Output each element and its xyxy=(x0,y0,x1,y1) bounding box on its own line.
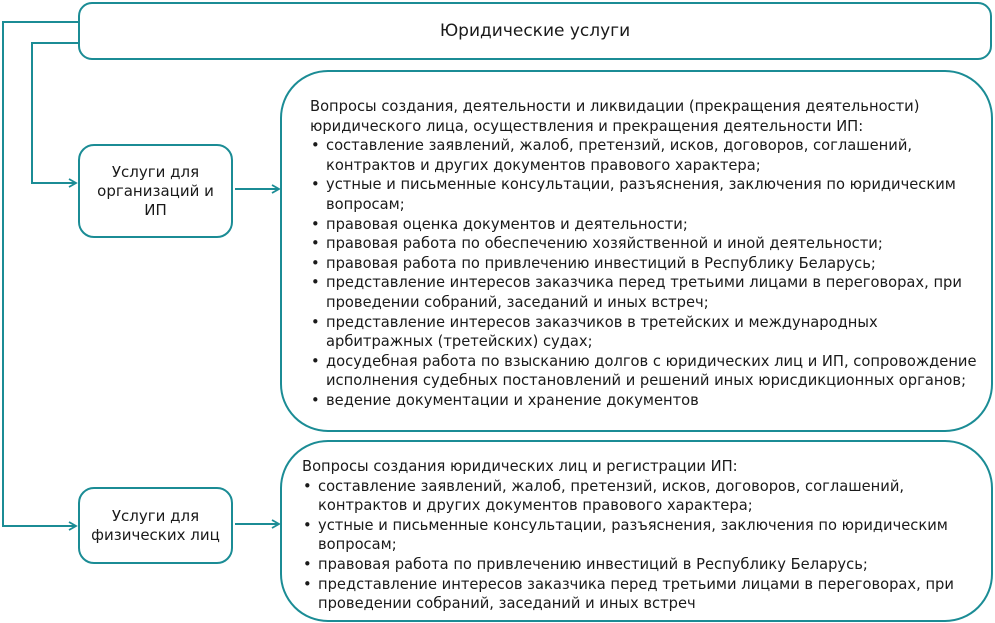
list-item: • досудебная работа по взысканию долгов с юридических лиц и ИП, сопровождение исполнения судебных постановлений и решений иных юрисдикционных органов; xyxy=(310,352,981,391)
list-item: • правовая работа по привлечению инвестиций в Республику Беларусь; xyxy=(310,254,981,274)
phys-services-box xyxy=(78,487,233,564)
diagram-title: Юридические услуги xyxy=(439,21,631,41)
list-item: • составление заявлений, жалоб, претензий, исков, договоров, соглашений, контрактов и других документов правового характера; xyxy=(310,136,981,175)
title-box xyxy=(78,2,992,60)
org-services-label: Услуги для организаций и ИП xyxy=(97,162,214,219)
org-services-list xyxy=(310,136,981,410)
phys-services-list-box xyxy=(280,440,993,622)
list-item: • устные и письменные консультации, разъяснения, заключения по юридическим вопросам; xyxy=(302,516,981,555)
list-item: • представление интересов заказчика перед третьими лицами в переговорах, при проведении собраний, заседаний и иных встреч xyxy=(302,575,981,614)
org-services-box xyxy=(78,144,233,238)
list-item: • устные и письменные консультации, разъяснения, заключения по юридическим вопросам; xyxy=(310,175,981,214)
list-item: • правовая оценка документов и деятельности; xyxy=(310,215,981,235)
phys-services-label: Услуги для физических лиц xyxy=(91,506,220,544)
list-item: • составление заявлений, жалоб, претензий, исков, договоров, соглашений, контрактов и других документов правового характера; xyxy=(302,477,981,516)
list-item: • представление интересов заказчика перед третьими лицами в переговорах, при проведении собраний, заседаний и иных встреч; xyxy=(310,273,981,312)
list-item: • правовая работа по привлечению инвестиций в Республику Беларусь; xyxy=(302,555,981,575)
connector-title-to-org xyxy=(32,43,78,183)
list-item: • ведение документации и хранение документов xyxy=(310,391,981,411)
connector-title-to-phys xyxy=(3,22,78,526)
list-item: • правовая работа по обеспечению хозяйственной и иной деятельности; xyxy=(310,234,981,254)
org-services-intro: Вопросы создания, деятельности и ликвидации (прекращения деятельности) юридического лица, осуществления и прекращения деятельности ИП: xyxy=(310,98,920,135)
phys-services-list xyxy=(302,477,981,614)
org-services-list-box xyxy=(280,70,993,432)
phys-services-intro: Вопросы создания юридических лиц и регистрации ИП: xyxy=(302,458,738,475)
list-item: • представление интересов заказчиков в третейских и международных арбитражных (третейских) судах; xyxy=(310,313,981,352)
